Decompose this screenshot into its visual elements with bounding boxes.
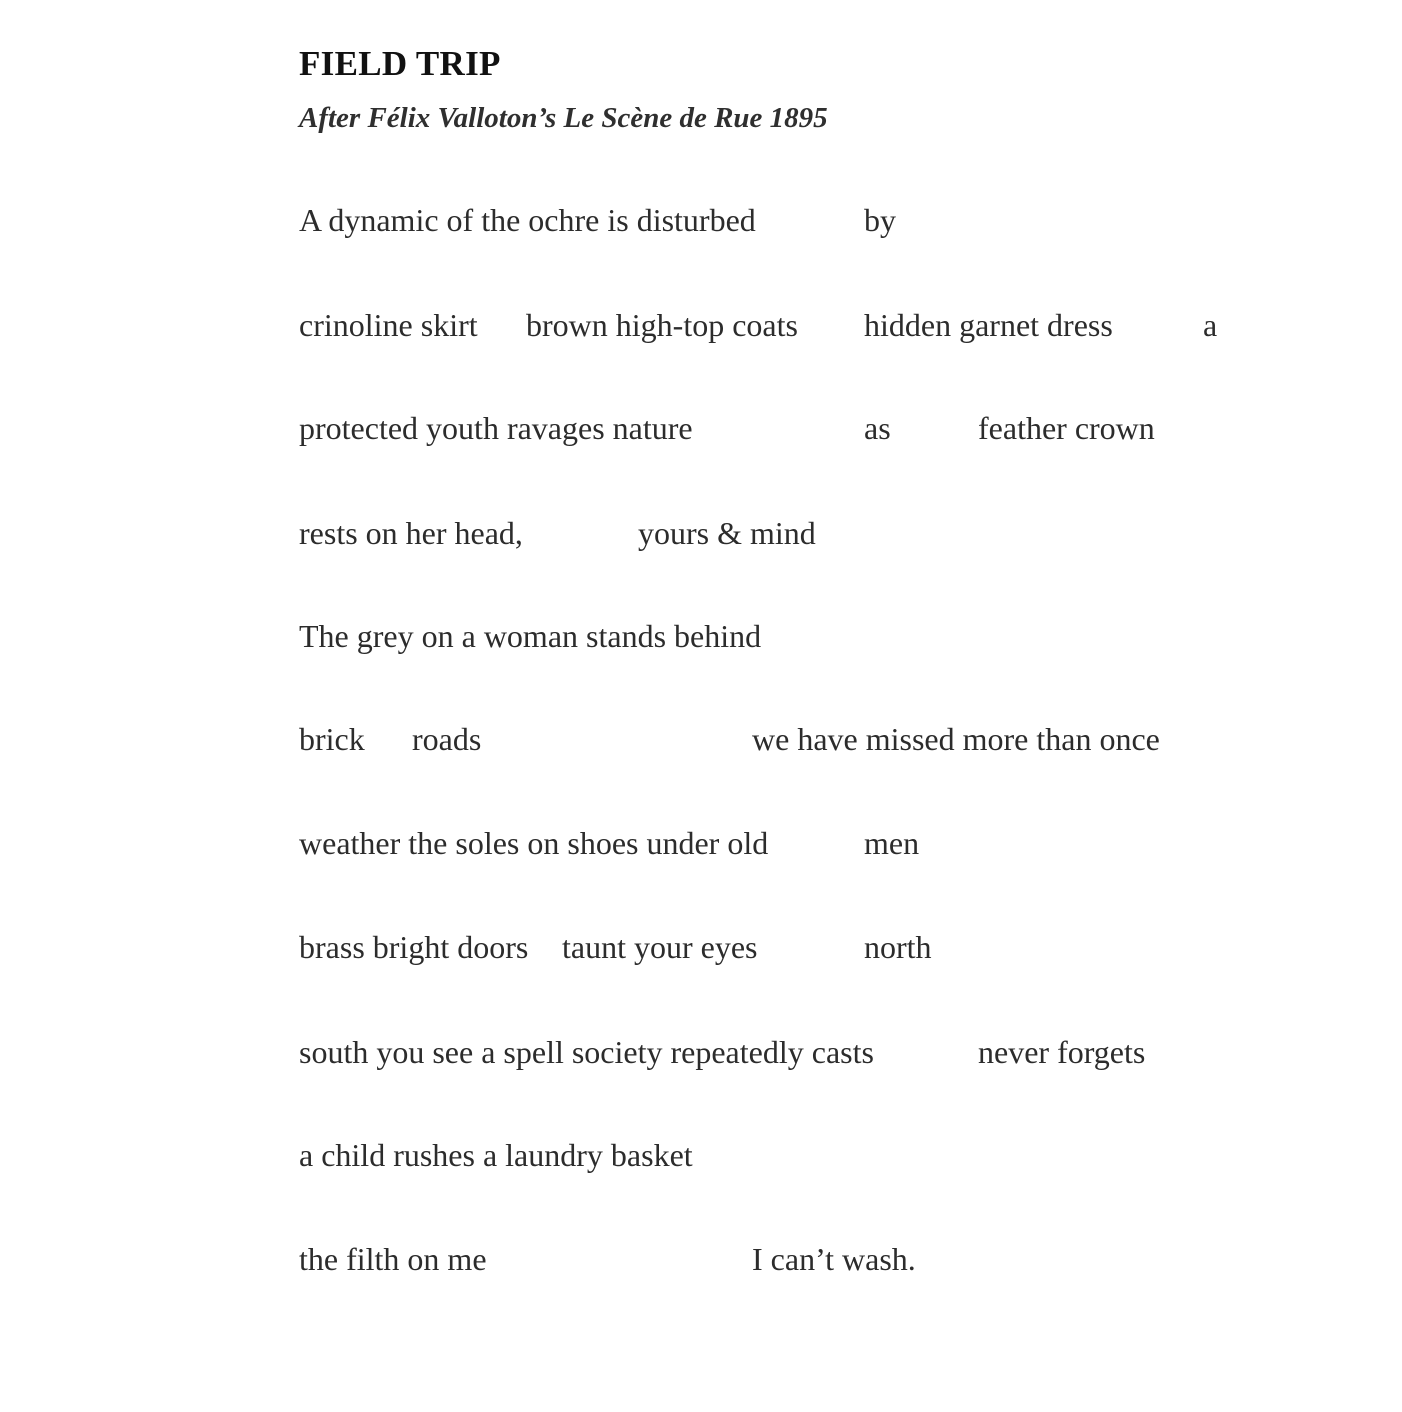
poem-fragment: a child rushes a laundry basket [299,1137,693,1173]
poem-line-2 [0,303,1402,347]
poem-fragment: protected youth ravages nature [299,410,693,446]
poem-fragment: brown high-top coats [526,307,798,343]
poem-fragment: never forgets [978,1034,1146,1070]
poem-fragment: taunt your eyes [562,929,758,965]
poem-line-6 [0,717,1402,761]
poem-fragment: rests on her head, [299,515,523,551]
poem-fragment: by [864,202,896,238]
poem-line-8 [0,925,1402,969]
poem-fragment: north [864,929,932,965]
poem-line-7 [0,821,1402,865]
poem-fragment: I can’t wash. [752,1241,916,1277]
poem-fragment: we have missed more than once [752,721,1160,757]
poem-fragment: hidden garnet dress [864,307,1113,343]
poem-subtitle: After Félix Valloton’s Le Scène de Rue 1895 [299,102,828,134]
poem-fragment: feather crown [978,410,1155,446]
poem-line-4 [0,511,1402,555]
poem-fragment: a [1203,307,1218,343]
poem-title: FIELD TRIP [299,44,501,83]
poem-fragment: as [864,410,891,446]
poem-line-11 [0,1237,1402,1281]
poem-line-1 [0,198,1402,242]
poem-fragment: the filth on me [299,1241,487,1277]
poem-line-5 [0,614,1402,658]
poem-line-3 [0,406,1402,450]
poem-fragment: A dynamic of the ochre is disturbed [299,202,756,238]
poem-fragment: brick [299,721,365,757]
poem-fragment: crinoline skirt [299,307,478,343]
poem-line-9 [0,1030,1402,1074]
poem-fragment: south you see a spell society repeatedly casts [299,1034,874,1070]
poem-fragment: roads [412,721,482,757]
poem-fragment: men [864,825,920,861]
poem-fragment: The grey on a woman stands behind [299,618,762,654]
poem-fragment: weather the soles on shoes under old [299,825,769,861]
poem-fragment: brass bright doors [299,929,529,965]
poem-line-10 [0,1133,1402,1177]
poem-fragment: yours & mind [638,515,816,551]
